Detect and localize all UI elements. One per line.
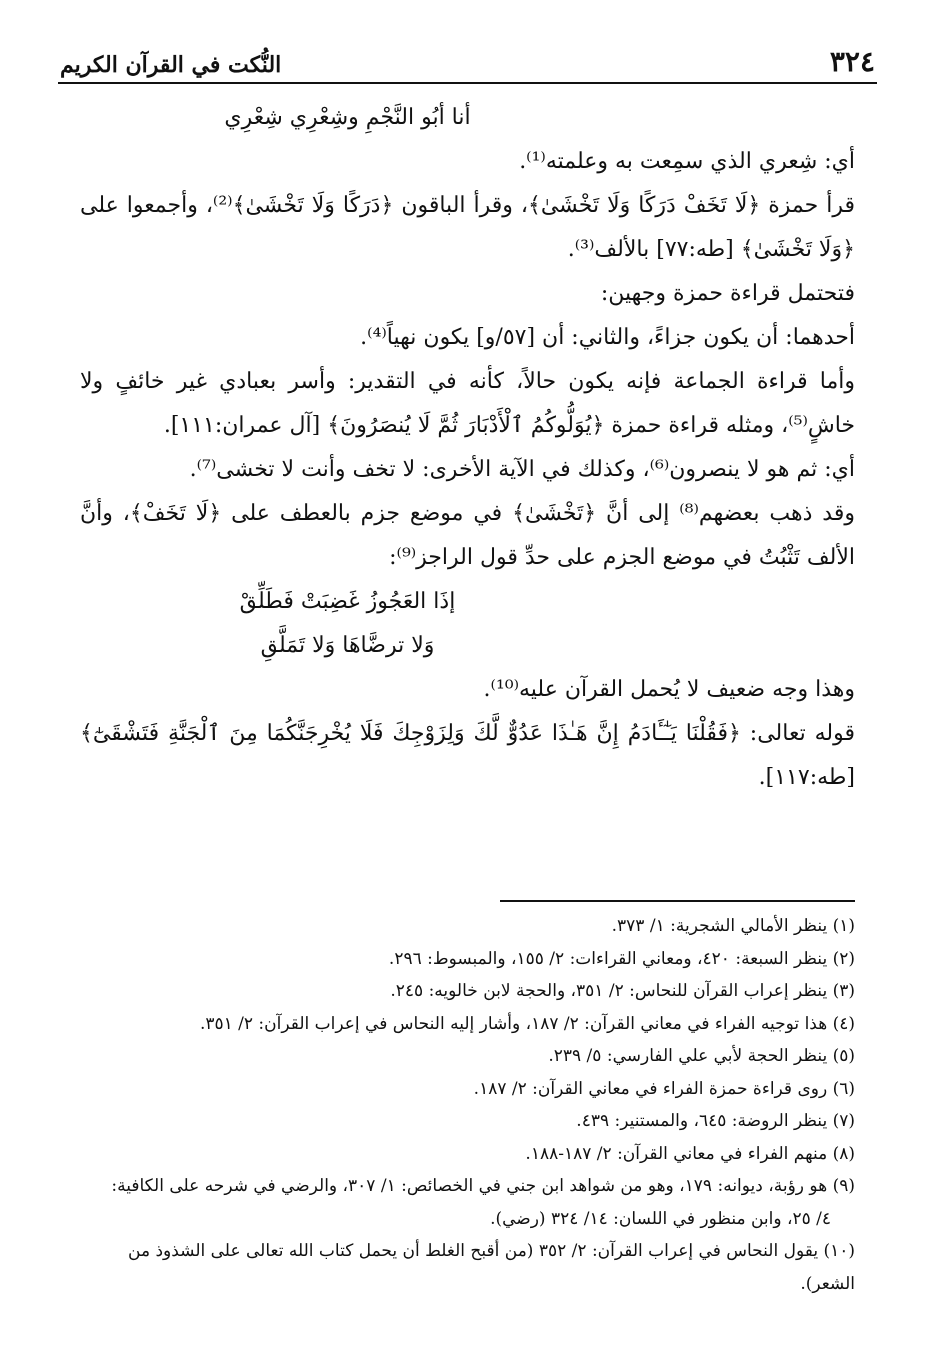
footnote: (٤) هذا توجيه الفراء في معاني القرآن: ٢/ ١٨٧، وأشار إليه النحاس في إعراب القرآن: ٢/ ٣٥١. [199, 1013, 855, 1034]
footnote: (٣) ينظر إعراب القرآن للنحاس: ٢/ ٣٥١، والحجة لابن خالويه: ٢٤٥. [390, 981, 855, 1001]
paragraph: قرأ حمزة ﴿لَا تَخَفْ دَرَكًا وَلَا تَخْشَىٰ﴾، وقرأ الباقون ﴿دَرَكًا وَلَا تَخْشَىٰ﴾⁽²⁾، وأجمعوا على ﴿وَلَا تَخْشَىٰ﴾ [طه:٧٧] بالألف⁽³⁾. [80, 193, 855, 262]
paragraph: وقد ذهب بعضهم⁽⁸⁾ إلى أنَّ ﴿تَخْشَىٰ﴾ في موضع جزم بالعطف على ﴿لَا تَخَفْ﴾، وأنَّ الألف تَثْبُتُ في موضع الجزم على حدِّ قول الراجز⁽⁹⁾: [80, 501, 855, 570]
footnote: (١٠) يقول النحاس في إعراب القرآن: ٢/ ٣٥٢ (من أقبح الغلط أن يحمل كتاب الله تعالى على الشذوذ من الشعر). [128, 1241, 855, 1294]
paragraph: وهذا وجه ضعيف لا يُحمل القرآن عليه⁽¹⁰⁾. [483, 677, 855, 702]
page-header [60, 32, 875, 76]
header-rule [58, 82, 877, 84]
footnote-separator [500, 900, 855, 902]
footnote: (٥) ينظر الحجة لأبي علي الفارسي: ٥/ ٢٣٩. [548, 1046, 855, 1066]
verse-line: إذَا العَجُوزُ غَضِبَتْ فَطَلِّقْ [239, 589, 456, 614]
paragraph: أحدهما: أن يكون جزاءً، والثاني: أن [٥٧/و] يكون نهياً⁽⁴⁾. [360, 325, 855, 350]
page-number: ٣٢٤ [829, 45, 875, 78]
main-text [80, 96, 855, 800]
footnote: (٦) روى قراءة حمزة الفراء في معاني القرآن: ٢/ ١٨٧. [473, 1078, 855, 1099]
paragraph: فتحتمل قراءة حمزة وجهين: [600, 281, 855, 306]
paragraph: قوله تعالى: ﴿فَقُلْنَا يَـٰٓـَٔادَمُ إِنَّ هَـٰذَا عَدُوٌّ لَّكَ وَلِزَوْجِكَ فَلَا يُخْرِجَنَّكُمَا مِنَ ٱلْجَنَّةِ فَتَشْقَىٰٓ﴾ [طه:١١٧]. [80, 721, 855, 790]
footnotes [80, 910, 855, 1300]
footnote-continuation: ٤/ ٢٥، وابن منظور في اللسان: ١٤/ ٣٢٤ (رضي). [490, 1208, 831, 1229]
running-title: النُّكت في القرآن الكريم [60, 52, 282, 78]
footnote: (٧) ينظر الروضة: ٦٤٥، والمستنير: ٤٣٩. [576, 1111, 855, 1131]
footnote: (١) ينظر الأمالي الشجرية: ١/ ٣٧٣. [611, 916, 855, 936]
verse-line: وَلا ترضَّاهَا وَلا تَمَلَّقِ [260, 633, 435, 658]
footnote: (٨) منهم الفراء في معاني القرآن: ٢/ ١٨٧-١٨٨. [525, 1143, 855, 1164]
paragraph: أي: شِعري الذي سمِعت به وعلمته⁽¹⁾. [519, 149, 855, 174]
footnote: (٢) ينظر السبعة: ٤٢٠، ومعاني القراءات: ٢/ ١٥٥، والمبسوط: ٢٩٦. [388, 948, 855, 969]
verse-line: أنا أبُو النَّجْمِ وشِعْرِي شِعْرِي [224, 105, 471, 130]
paragraph: وأما قراءة الجماعة فإنه يكون حالاً، كأنه في التقدير: وأسر بعبادي غير خائفٍ ولا خاشٍ⁽⁵⁾، ومثله قراءة حمزة ﴿يُوَلُّوكُمُ ٱلْأَدْبَارَ ثُمَّ لَا يُنصَرُونَ﴾ [آل عمران:١١١]. [80, 369, 855, 438]
footnote: (٩) هو رؤبة، ديوانه: ١٧٩، وهو من شواهد ابن جني في الخصائص: ١/ ٣٠٧، والرضي في شرحه على الكافية: [111, 1176, 855, 1196]
paragraph: أي: ثم هو لا ينصرون⁽⁶⁾، وكذلك في الآية الأخرى: لا تخف وأنت لا تخشى⁽⁷⁾. [189, 457, 855, 482]
